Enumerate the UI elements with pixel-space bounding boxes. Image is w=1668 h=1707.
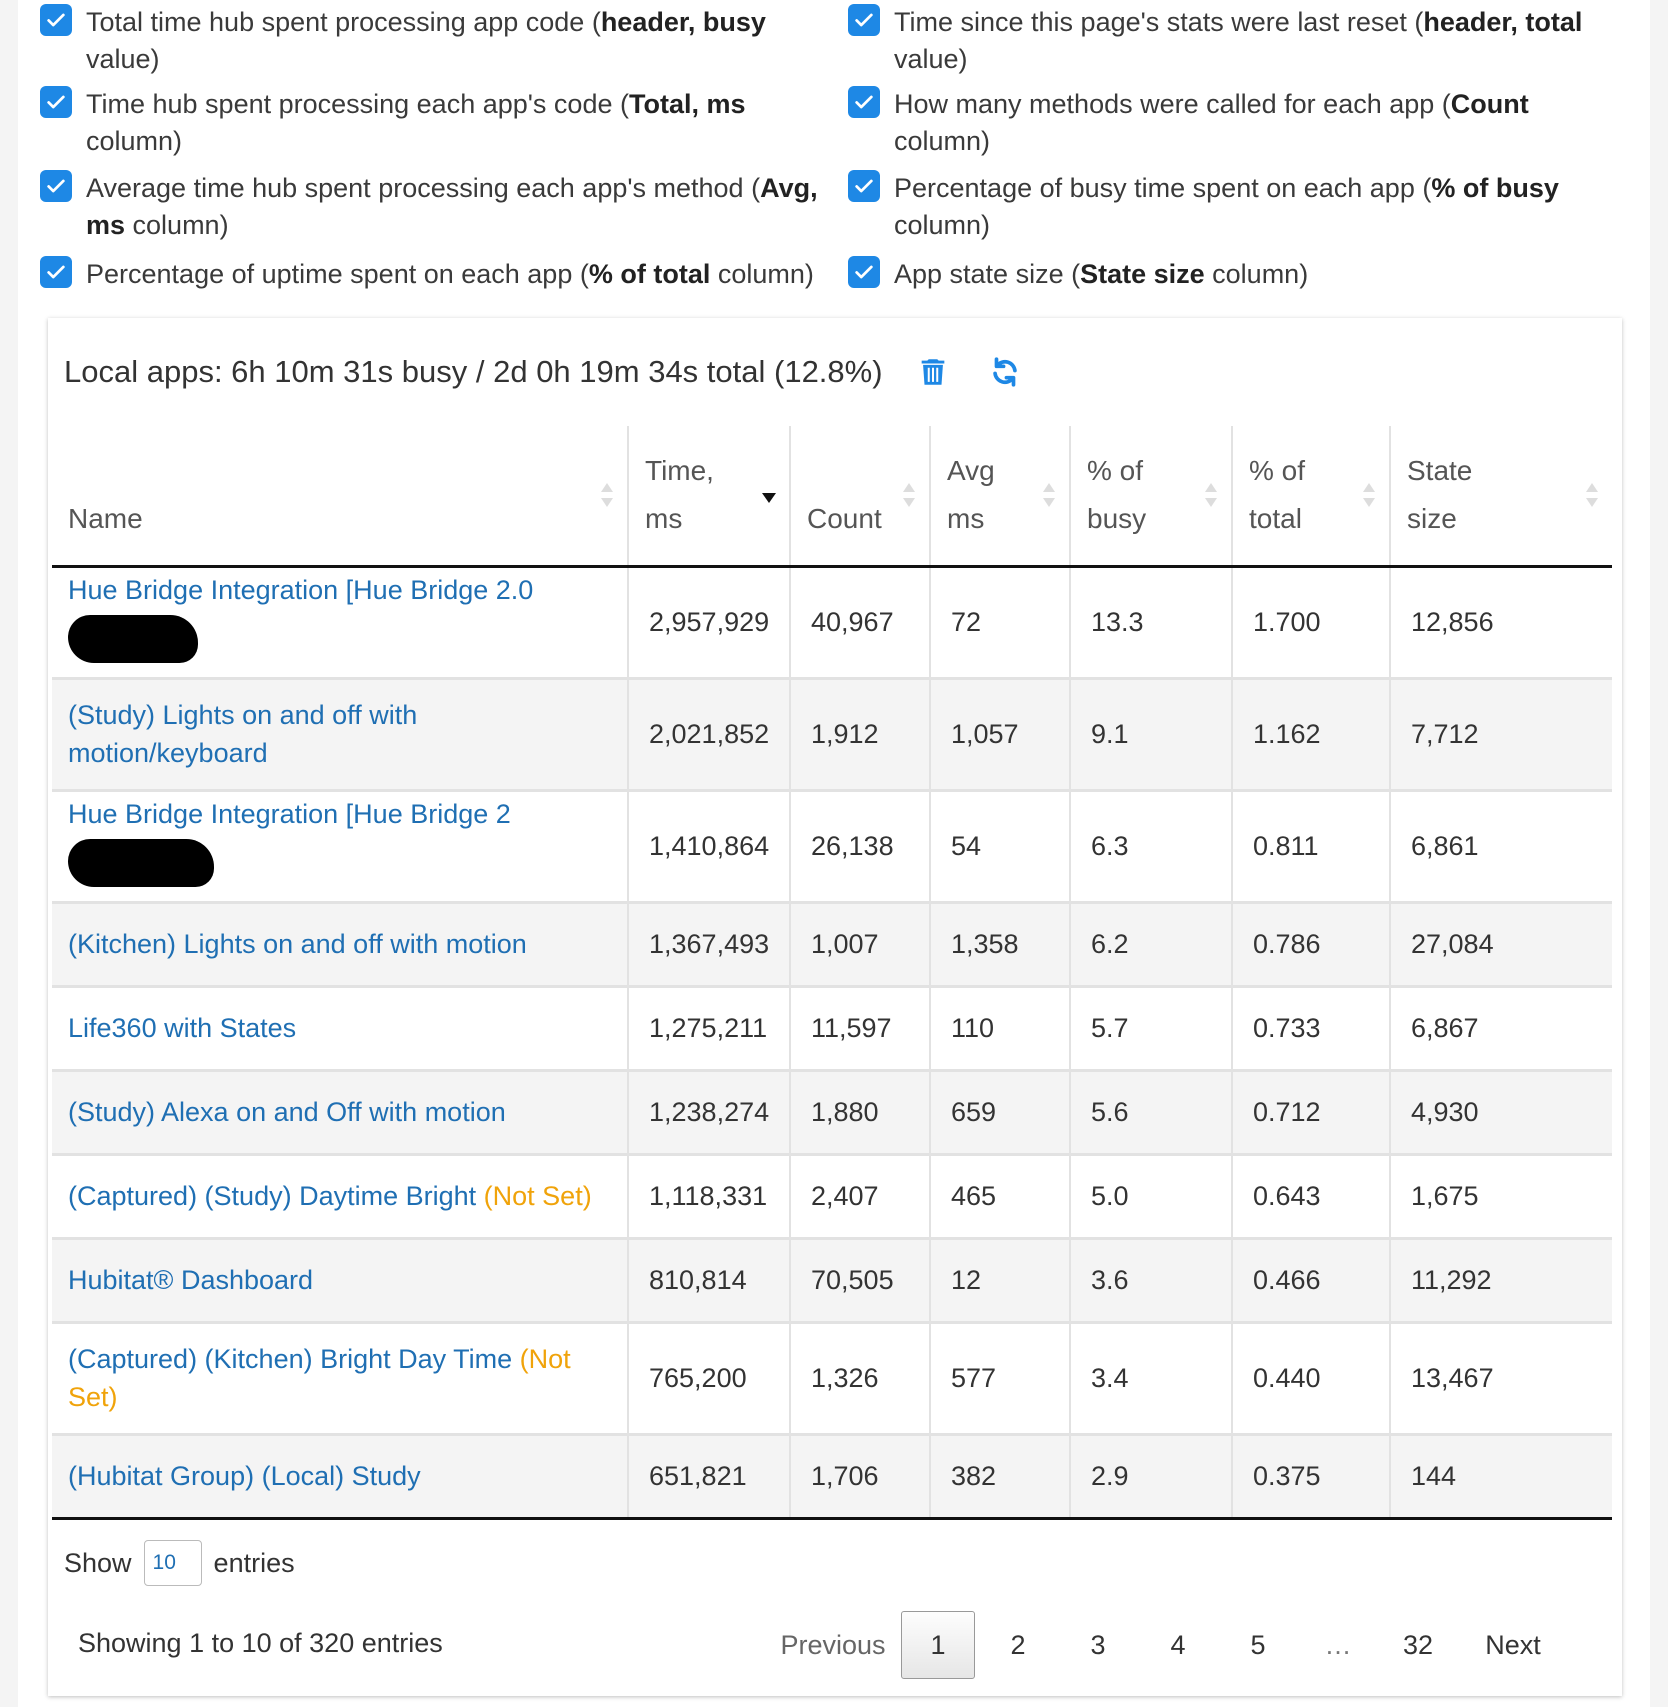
time-cell: 1,410,864 bbox=[628, 790, 790, 902]
option-count[interactable] bbox=[848, 86, 1628, 160]
busy-cell: 3.4 bbox=[1070, 1322, 1232, 1434]
option-avg-ms[interactable] bbox=[40, 170, 820, 244]
next-button[interactable]: Next bbox=[1485, 1629, 1541, 1660]
checkbox-checked-icon[interactable] bbox=[848, 4, 880, 36]
avg-cell: 54 bbox=[930, 790, 1070, 902]
checkbox-checked-icon[interactable] bbox=[40, 86, 72, 118]
checkbox-checked-icon[interactable] bbox=[40, 170, 72, 202]
not-set-label: (Not Set) bbox=[483, 1181, 592, 1211]
time-cell: 1,238,274 bbox=[628, 1070, 790, 1154]
entries-label: entries bbox=[213, 1547, 295, 1578]
avg-cell: 577 bbox=[930, 1322, 1070, 1434]
table-row bbox=[52, 902, 1612, 986]
option-pct-total[interactable] bbox=[40, 256, 820, 293]
col-pct-total[interactable]: % of total bbox=[1232, 426, 1390, 566]
sort-both-icon bbox=[1584, 479, 1600, 511]
avg-cell: 12 bbox=[930, 1238, 1070, 1322]
card-title: Local apps: 6h 10m 31s busy / 2d 0h 19m 34s total (12.8%) bbox=[64, 354, 883, 389]
entries-length-control bbox=[64, 1540, 295, 1586]
app-link[interactable]: (Captured) (Kitchen) Bright Day Time bbox=[68, 1344, 513, 1374]
total-cell: 0.440 bbox=[1232, 1322, 1390, 1434]
option-header-total[interactable] bbox=[848, 4, 1628, 78]
time-cell: 2,957,929 bbox=[628, 566, 790, 678]
total-cell: 0.712 bbox=[1232, 1070, 1390, 1154]
avg-cell: 72 bbox=[930, 566, 1070, 678]
option-pct-busy[interactable] bbox=[848, 170, 1628, 244]
avg-cell: 110 bbox=[930, 986, 1070, 1070]
checkbox-checked-icon[interactable] bbox=[40, 256, 72, 288]
total-cell: 1.700 bbox=[1232, 566, 1390, 678]
count-cell: 11,597 bbox=[790, 986, 930, 1070]
count-cell: 1,880 bbox=[790, 1070, 930, 1154]
table-row bbox=[52, 1322, 1612, 1434]
option-label: Percentage of busy time spent on each app (% of busy column) bbox=[894, 173, 1559, 240]
app-name-cell bbox=[52, 1154, 628, 1238]
sort-both-icon bbox=[1041, 479, 1057, 511]
app-link[interactable]: (Study) Alexa on and Off with motion bbox=[68, 1097, 506, 1127]
state-cell: 11,292 bbox=[1390, 1238, 1612, 1322]
table-row bbox=[52, 986, 1612, 1070]
state-cell: 1,675 bbox=[1390, 1154, 1612, 1238]
table-info: Showing 1 to 10 of 320 entries bbox=[78, 1628, 443, 1658]
pagination-ellipsis: … bbox=[1324, 1629, 1352, 1660]
option-header-busy[interactable] bbox=[40, 4, 820, 78]
count-cell: 70,505 bbox=[790, 1238, 930, 1322]
column-options bbox=[40, 0, 1640, 300]
avg-cell: 382 bbox=[930, 1434, 1070, 1518]
app-name-cell bbox=[52, 986, 628, 1070]
busy-cell: 6.2 bbox=[1070, 902, 1232, 986]
redaction-mark bbox=[68, 615, 198, 663]
app-name-cell bbox=[52, 1434, 628, 1518]
option-label: Time since this page's stats were last reset (header, total value) bbox=[894, 7, 1583, 74]
entries-select[interactable]: 10 bbox=[144, 1540, 202, 1586]
state-cell: 7,712 bbox=[1390, 678, 1612, 790]
page-edge-left bbox=[0, 0, 18, 1707]
table-row bbox=[52, 1070, 1612, 1154]
state-cell: 6,861 bbox=[1390, 790, 1612, 902]
app-name-cell bbox=[52, 566, 628, 678]
page-button[interactable]: 4 bbox=[1170, 1629, 1186, 1660]
state-cell: 144 bbox=[1390, 1434, 1612, 1518]
count-cell: 1,706 bbox=[790, 1434, 930, 1518]
card-header bbox=[48, 318, 1622, 426]
apps-table bbox=[52, 426, 1612, 1520]
count-cell: 1,912 bbox=[790, 678, 930, 790]
page-edge-right bbox=[1650, 0, 1668, 1707]
refresh-icon[interactable] bbox=[983, 350, 1027, 394]
state-cell: 4,930 bbox=[1390, 1070, 1612, 1154]
pagination bbox=[768, 1610, 1568, 1680]
option-state-size[interactable] bbox=[848, 256, 1628, 293]
sort-both-icon bbox=[901, 479, 917, 511]
app-link[interactable]: (Captured) (Study) Daytime Bright bbox=[68, 1181, 477, 1211]
total-cell: 0.643 bbox=[1232, 1154, 1390, 1238]
sort-both-icon bbox=[1203, 479, 1219, 511]
app-link[interactable]: Hue Bridge Integration [Hue Bridge 2 bbox=[68, 799, 511, 829]
option-label: App state size (State size column) bbox=[894, 259, 1309, 289]
previous-button[interactable]: Previous bbox=[780, 1629, 886, 1660]
sort-both-icon bbox=[599, 479, 615, 511]
checkbox-checked-icon[interactable] bbox=[848, 86, 880, 118]
sort-desc-icon bbox=[761, 479, 777, 511]
table-row bbox=[52, 790, 1612, 902]
table-row bbox=[52, 1154, 1612, 1238]
table-row bbox=[52, 678, 1612, 790]
busy-cell: 9.1 bbox=[1070, 678, 1232, 790]
col-count[interactable]: Count bbox=[790, 426, 930, 566]
avg-cell: 1,358 bbox=[930, 902, 1070, 986]
option-label: Average time hub spent processing each app's method (Avg, ms column) bbox=[86, 173, 818, 240]
time-cell: 1,367,493 bbox=[628, 902, 790, 986]
time-cell: 651,821 bbox=[628, 1434, 790, 1518]
page-button[interactable]: 2 bbox=[1010, 1629, 1026, 1660]
count-cell: 40,967 bbox=[790, 566, 930, 678]
avg-cell: 1,057 bbox=[930, 678, 1070, 790]
state-cell: 13,467 bbox=[1390, 1322, 1612, 1434]
app-name-cell bbox=[52, 678, 628, 790]
app-link[interactable]: Hubitat® Dashboard bbox=[68, 1265, 314, 1295]
app-name-cell bbox=[52, 1322, 628, 1434]
col-name[interactable]: Name bbox=[52, 426, 628, 566]
total-cell: 0.375 bbox=[1232, 1434, 1390, 1518]
redaction-mark bbox=[68, 839, 214, 887]
total-cell: 0.733 bbox=[1232, 986, 1390, 1070]
page-button-current[interactable]: 1 bbox=[901, 1611, 975, 1679]
total-cell: 1.162 bbox=[1232, 678, 1390, 790]
page-button[interactable]: 5 bbox=[1250, 1629, 1266, 1660]
option-total-ms[interactable] bbox=[40, 86, 820, 160]
app-name-cell bbox=[52, 1238, 628, 1322]
time-cell: 810,814 bbox=[628, 1238, 790, 1322]
option-label: How many methods were called for each app (Count column) bbox=[894, 89, 1529, 156]
state-cell: 6,867 bbox=[1390, 986, 1612, 1070]
count-cell: 1,007 bbox=[790, 902, 930, 986]
local-apps-card bbox=[48, 318, 1622, 1696]
time-cell: 2,021,852 bbox=[628, 678, 790, 790]
busy-cell: 3.6 bbox=[1070, 1238, 1232, 1322]
count-cell: 2,407 bbox=[790, 1154, 930, 1238]
page-button-last[interactable]: 32 bbox=[1402, 1629, 1434, 1660]
option-label: Time hub spent processing each app's code (Total, ms column) bbox=[86, 89, 746, 156]
avg-cell: 465 bbox=[930, 1154, 1070, 1238]
app-link[interactable]: (Kitchen) Lights on and off with motion bbox=[68, 929, 527, 959]
checkbox-checked-icon[interactable] bbox=[848, 256, 880, 288]
col-time-ms[interactable]: Time, ms bbox=[628, 426, 790, 566]
app-name-cell bbox=[52, 790, 628, 902]
avg-cell: 659 bbox=[930, 1070, 1070, 1154]
not-set-label: (Not Set) bbox=[68, 1344, 571, 1412]
busy-cell: 5.6 bbox=[1070, 1070, 1232, 1154]
col-state-size[interactable]: State size bbox=[1390, 426, 1612, 566]
count-cell: 26,138 bbox=[790, 790, 930, 902]
trash-icon[interactable] bbox=[911, 350, 955, 394]
page-button[interactable]: 3 bbox=[1090, 1629, 1106, 1660]
busy-cell: 5.7 bbox=[1070, 986, 1232, 1070]
option-label: Percentage of uptime spent on each app (% of total column) bbox=[86, 259, 814, 289]
app-link[interactable]: (Study) Lights on and off with motion/keyboard bbox=[68, 700, 418, 768]
total-cell: 0.786 bbox=[1232, 902, 1390, 986]
option-label: Total time hub spent processing app code (header, busy value) bbox=[86, 7, 766, 74]
time-cell: 765,200 bbox=[628, 1322, 790, 1434]
table-row bbox=[52, 1434, 1612, 1518]
col-avg-ms[interactable]: Avg ms bbox=[930, 426, 1070, 566]
time-cell: 1,275,211 bbox=[628, 986, 790, 1070]
total-cell: 0.466 bbox=[1232, 1238, 1390, 1322]
app-link[interactable]: Life360 with States bbox=[68, 1013, 297, 1043]
app-link[interactable]: Hue Bridge Integration [Hue Bridge 2.0 bbox=[68, 575, 534, 605]
time-cell: 1,118,331 bbox=[628, 1154, 790, 1238]
busy-cell: 2.9 bbox=[1070, 1434, 1232, 1518]
busy-cell: 13.3 bbox=[1070, 566, 1232, 678]
checkbox-checked-icon[interactable] bbox=[848, 170, 880, 202]
table-row bbox=[52, 1238, 1612, 1322]
busy-cell: 5.0 bbox=[1070, 1154, 1232, 1238]
total-cell: 0.811 bbox=[1232, 790, 1390, 902]
app-name-cell bbox=[52, 902, 628, 986]
checkbox-checked-icon[interactable] bbox=[40, 4, 72, 36]
app-name-cell bbox=[52, 1070, 628, 1154]
state-cell: 27,084 bbox=[1390, 902, 1612, 986]
show-label: Show bbox=[64, 1547, 132, 1578]
app-link[interactable]: (Hubitat Group) (Local) Study bbox=[68, 1461, 421, 1491]
sort-both-icon bbox=[1361, 479, 1377, 511]
col-pct-busy[interactable]: % of busy bbox=[1070, 426, 1232, 566]
busy-cell: 6.3 bbox=[1070, 790, 1232, 902]
table-row bbox=[52, 566, 1612, 678]
state-cell: 12,856 bbox=[1390, 566, 1612, 678]
count-cell: 1,326 bbox=[790, 1322, 930, 1434]
